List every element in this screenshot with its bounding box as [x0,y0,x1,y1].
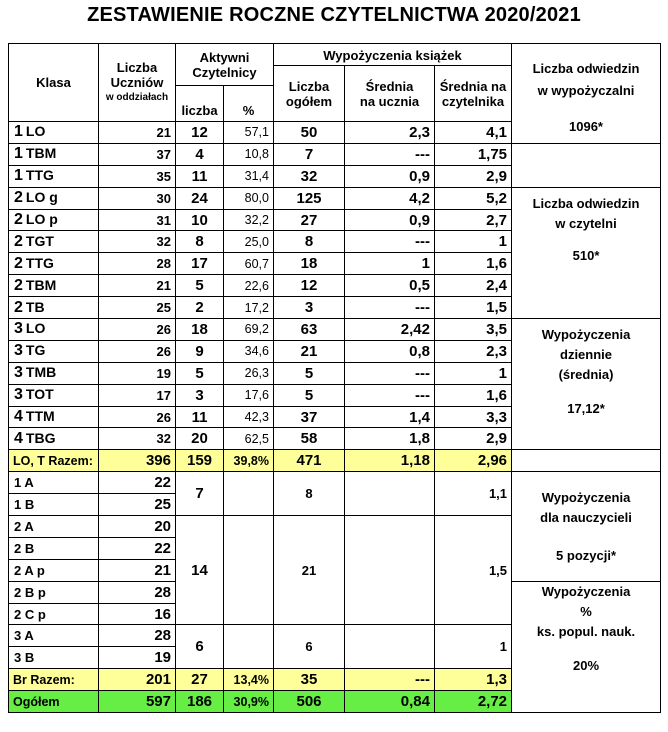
students-count-cell: 21 [99,122,176,144]
students-count-cell: 37 [99,143,176,165]
total-active-readers-cell: 27 [176,669,224,691]
group-pct-cell [224,472,274,516]
class-name-cell: 1 A [9,472,99,494]
table-row [9,319,661,341]
avg-per-student-cell: --- [345,143,435,165]
active-readers-cell: 9 [176,340,224,362]
side-wypozyczenia-popul [512,581,661,712]
class-name-cell: 3 B [9,647,99,669]
class-year: 1 [14,123,23,141]
header-klasa: Klasa [9,44,99,122]
avg-per-reader-cell: 3,3 [435,406,512,428]
active-readers-pct-cell: 80,0 [224,187,274,209]
avg-per-reader-cell: 1,6 [435,384,512,406]
avg-per-student-cell: 1,4 [345,406,435,428]
students-count-cell: 20 [99,516,176,538]
class-year: 2 [14,189,23,207]
active-readers-pct-cell: 10,8 [224,143,274,165]
group-avg-student-cell [345,472,435,516]
class-profile: TMB [25,364,57,381]
header-wypozyczenia: Wypożyczenia książek [274,44,512,66]
class-profile: TB [25,298,45,315]
group-loans-cell: 8 [274,472,345,516]
side-wypozyczenia-nauczyciele-line: Wypożyczenia [541,490,631,506]
avg-per-reader-cell: 1 [435,231,512,253]
active-readers-cell: 4 [176,143,224,165]
group-active-readers-cell: 6 [176,625,224,669]
avg-per-reader-cell: 1 [435,362,512,384]
avg-per-student-cell: --- [345,297,435,319]
students-count-cell: 28 [99,253,176,275]
avg-per-reader-cell: 5,2 [435,187,512,209]
active-readers-cell: 2 [176,297,224,319]
side-wypozyczenia-popul-value: 20% [573,657,600,673]
class-name-cell [9,253,99,275]
class-profile: TBM [25,276,57,293]
loans-total-cell: 50 [274,122,345,144]
avg-per-student-cell: --- [345,384,435,406]
class-year: 2 [14,211,23,228]
loans-total-cell: 63 [274,319,345,341]
loans-total-cell: 5 [274,362,345,384]
class-profile: TTM [25,408,55,425]
group-avg-student-cell [345,516,435,625]
table-row [9,187,661,209]
class-name-cell [9,122,99,144]
group-avg-reader-cell: 1 [435,625,512,669]
active-readers-cell: 24 [176,187,224,209]
total-students-cell: 396 [99,450,176,472]
class-name-cell: 2 B p [9,581,99,603]
class-year: 3 [14,342,23,360]
total-active-readers-cell: 159 [176,450,224,472]
loans-total-cell: 8 [274,231,345,253]
class-profile: LO [25,123,46,140]
active-readers-pct-cell: 60,7 [224,253,274,275]
table-row [9,143,661,165]
side-wypozyczenia-dziennie-value: 17,12* [567,401,605,417]
loans-total-cell: 18 [274,253,345,275]
class-name-cell: 2 A [9,516,99,538]
avg-per-student-cell: 0,8 [345,340,435,362]
side-odwiedzin-czytelni-value: 510* [572,247,600,263]
side-blank [512,143,661,187]
group-pct-cell [224,625,274,669]
side-wypozyczenia-nauczyciele-value: 5 pozycji* [556,548,616,564]
class-profile: TGT [25,232,54,249]
side-wypozyczenia-popul-line: % [580,603,592,619]
header-pct: % [224,86,274,122]
active-readers-pct-cell: 17,2 [224,297,274,319]
students-count-cell: 25 [99,297,176,319]
class-name-cell [9,231,99,253]
active-readers-pct-cell: 32,2 [224,209,274,231]
class-name-cell [9,384,99,406]
total-avg-student-cell: 0,84 [345,691,435,713]
class-year: 3 [14,386,23,404]
header-uczniow: Liczba Uczniów w oddziałach [99,44,176,122]
active-readers-pct-cell: 34,6 [224,340,274,362]
class-year: 1 [14,145,23,163]
avg-per-reader-cell: 1,5 [435,297,512,319]
students-count-cell: 19 [99,647,176,669]
students-count-cell: 32 [99,428,176,450]
avg-per-student-cell: 0,9 [345,209,435,231]
active-readers-cell: 12 [176,122,224,144]
group-loans-cell: 6 [274,625,345,669]
loans-total-cell: 32 [274,165,345,187]
active-readers-pct-cell: 17,6 [224,384,274,406]
avg-per-student-cell: 2,3 [345,122,435,144]
group-active-readers-cell: 7 [176,472,224,516]
loans-total-cell: 21 [274,340,345,362]
total-avg-reader-cell: 2,96 [435,450,512,472]
active-readers-pct-cell: 69,2 [224,319,274,341]
avg-per-student-cell: 1,8 [345,428,435,450]
students-count-cell: 30 [99,187,176,209]
class-year: 4 [14,429,23,447]
active-readers-cell: 5 [176,362,224,384]
active-readers-cell: 18 [176,319,224,341]
avg-per-student-cell: --- [345,362,435,384]
total-loans-cell: 471 [274,450,345,472]
loans-total-cell: 37 [274,406,345,428]
class-profile: LO p [25,211,58,227]
active-readers-cell: 5 [176,275,224,297]
avg-per-student-cell: 1 [345,253,435,275]
side-odwiedzin-czytelni-line: w czytelni [555,215,617,231]
total-active-readers-cell: 186 [176,691,224,713]
loans-total-cell: 58 [274,428,345,450]
side-wypozyczenia-popul-line: ks. popul. nauk. [536,623,636,639]
loans-total-cell: 27 [274,209,345,231]
class-name-cell [9,340,99,362]
class-name-cell [9,319,99,341]
students-count-cell: 26 [99,340,176,362]
loans-total-cell: 125 [274,187,345,209]
avg-per-reader-cell: 1,75 [435,143,512,165]
total-label-cell: Br Razem: [9,669,99,691]
students-count-cell: 21 [99,275,176,297]
total-active-pct-cell: 13,4% [224,669,274,691]
group-loans-cell: 21 [274,516,345,625]
total-avg-reader-cell: 2,72 [435,691,512,713]
class-year: 2 [14,298,23,316]
avg-per-reader-cell: 2,9 [435,428,512,450]
class-name-cell [9,275,99,297]
active-readers-cell: 20 [176,428,224,450]
total-avg-student-cell: 1,18 [345,450,435,472]
active-readers-pct-cell: 22,6 [224,275,274,297]
header-srednia-czytelnika: Średnia na czytelnika [435,66,512,122]
active-readers-cell: 11 [176,165,224,187]
page-title: ZESTAWIENIE ROCZNE CZYTELNICTWA 2020/2021 [87,4,581,26]
side-blank [512,450,661,472]
active-readers-pct-cell: 26,3 [224,362,274,384]
students-count-cell: 17 [99,384,176,406]
avg-per-student-cell: 2,42 [345,319,435,341]
avg-per-student-cell: --- [345,231,435,253]
avg-per-reader-cell: 2,3 [435,340,512,362]
class-year: 1 [14,167,23,185]
class-profile: LO [25,320,46,337]
class-name-cell [9,209,99,231]
lo-total-row [9,450,661,472]
active-readers-cell: 3 [176,384,224,406]
avg-per-reader-cell: 3,5 [435,319,512,341]
class-name-cell [9,143,99,165]
active-readers-cell: 8 [176,231,224,253]
active-readers-pct-cell: 42,3 [224,406,274,428]
class-profile: TBM [25,145,57,162]
table-row [9,472,661,494]
class-year: 2 [14,276,23,294]
group-avg-student-cell [345,625,435,669]
students-count-cell: 19 [99,362,176,384]
students-count-cell: 21 [99,559,176,581]
students-count-cell: 35 [99,165,176,187]
side-wypozyczenia-dziennie-line: dziennie [560,347,613,363]
group-active-readers-cell: 14 [176,516,224,625]
students-count-cell: 22 [99,472,176,494]
active-readers-cell: 17 [176,253,224,275]
class-name-cell: 3 A [9,625,99,647]
total-active-pct-cell: 30,9% [224,691,274,713]
students-count-cell: 26 [99,406,176,428]
avg-per-reader-cell: 1,6 [435,253,512,275]
class-name-cell: 1 B [9,494,99,516]
header-aktywni: Aktywni Czytelnicy [176,44,274,86]
total-students-cell: 201 [99,669,176,691]
class-name-cell [9,165,99,187]
side-wypozyczenia-nauczyciele [512,472,661,581]
active-readers-cell: 11 [176,406,224,428]
total-students-cell: 597 [99,691,176,713]
side-wypozyczenia-nauczyciele-line: dla nauczycieli [540,510,632,526]
side-odwiedzin-wypozyczalni: Liczba odwiedzin w wypożyczalni 1096* [512,44,661,144]
avg-per-student-cell: 4,2 [345,187,435,209]
total-label-cell: Ogółem [9,691,99,713]
reading-stats-table [8,43,661,713]
active-readers-pct-cell: 25,0 [224,231,274,253]
active-readers-pct-cell: 62,5 [224,428,274,450]
header-ogolem: Liczba ogółem [274,66,345,122]
students-count-cell: 32 [99,231,176,253]
students-count-cell: 31 [99,209,176,231]
class-profile: TTG [25,254,54,271]
avg-per-student-cell: 0,9 [345,165,435,187]
avg-per-reader-cell: 2,7 [435,209,512,231]
total-label-cell: LO, T Razem: [9,450,99,472]
class-name-cell: 2 B [9,537,99,559]
active-readers-pct-cell: 57,1 [224,122,274,144]
students-count-cell: 16 [99,603,176,625]
class-name-cell [9,406,99,428]
class-name-cell [9,362,99,384]
students-count-cell: 26 [99,319,176,341]
class-profile: TG [25,342,46,359]
class-profile: LO g [25,189,58,206]
side-odwiedzin-czytelni [512,187,661,318]
side-wypozyczenia-popul-line: Wypożyczenia [541,583,631,599]
side-wypozyczenia-dziennie-line: (średnia) [558,367,614,383]
students-count-cell: 28 [99,581,176,603]
class-name-cell [9,297,99,319]
total-loans-cell: 506 [274,691,345,713]
side-wypozyczenia-dziennie-line: Wypożyczenia [541,327,631,343]
avg-per-reader-cell: 2,9 [435,165,512,187]
avg-per-reader-cell: 2,4 [435,275,512,297]
loans-total-cell: 7 [274,143,345,165]
side-odwiedzin-czytelni-line: Liczba odwiedzin [532,195,640,211]
group-avg-reader-cell: 1,5 [435,516,512,625]
active-readers-cell: 10 [176,209,224,231]
class-year: 2 [14,254,23,272]
students-count-cell: 25 [99,494,176,516]
loans-total-cell: 12 [274,275,345,297]
class-name-cell: 2 A p [9,559,99,581]
students-count-cell: 22 [99,537,176,559]
class-name-cell [9,187,99,209]
total-avg-reader-cell: 1,3 [435,669,512,691]
class-year: 3 [14,320,23,338]
avg-per-student-cell: 0,5 [345,275,435,297]
class-profile: TTG [25,167,54,184]
header-srednia-ucznia: Średnia na ucznia [345,66,435,122]
avg-per-reader-cell: 4,1 [435,122,512,144]
group-pct-cell [224,516,274,625]
class-name-cell: 2 C p [9,603,99,625]
loans-total-cell: 5 [274,384,345,406]
total-active-pct-cell: 39,8% [224,450,274,472]
class-name-cell [9,428,99,450]
class-year: 3 [14,364,23,382]
header-liczba: liczba [176,86,224,122]
class-profile: TBG [25,429,56,446]
header-row-1 [9,44,661,66]
class-year: 4 [14,408,23,426]
class-profile: TOT [25,386,54,403]
side-wypozyczenia-dziennie [512,319,661,450]
active-readers-pct-cell: 31,4 [224,165,274,187]
students-count-cell: 28 [99,625,176,647]
total-loans-cell: 35 [274,669,345,691]
class-year: 2 [14,232,23,250]
total-avg-student-cell: --- [345,669,435,691]
loans-total-cell: 3 [274,297,345,319]
group-avg-reader-cell: 1,1 [435,472,512,516]
